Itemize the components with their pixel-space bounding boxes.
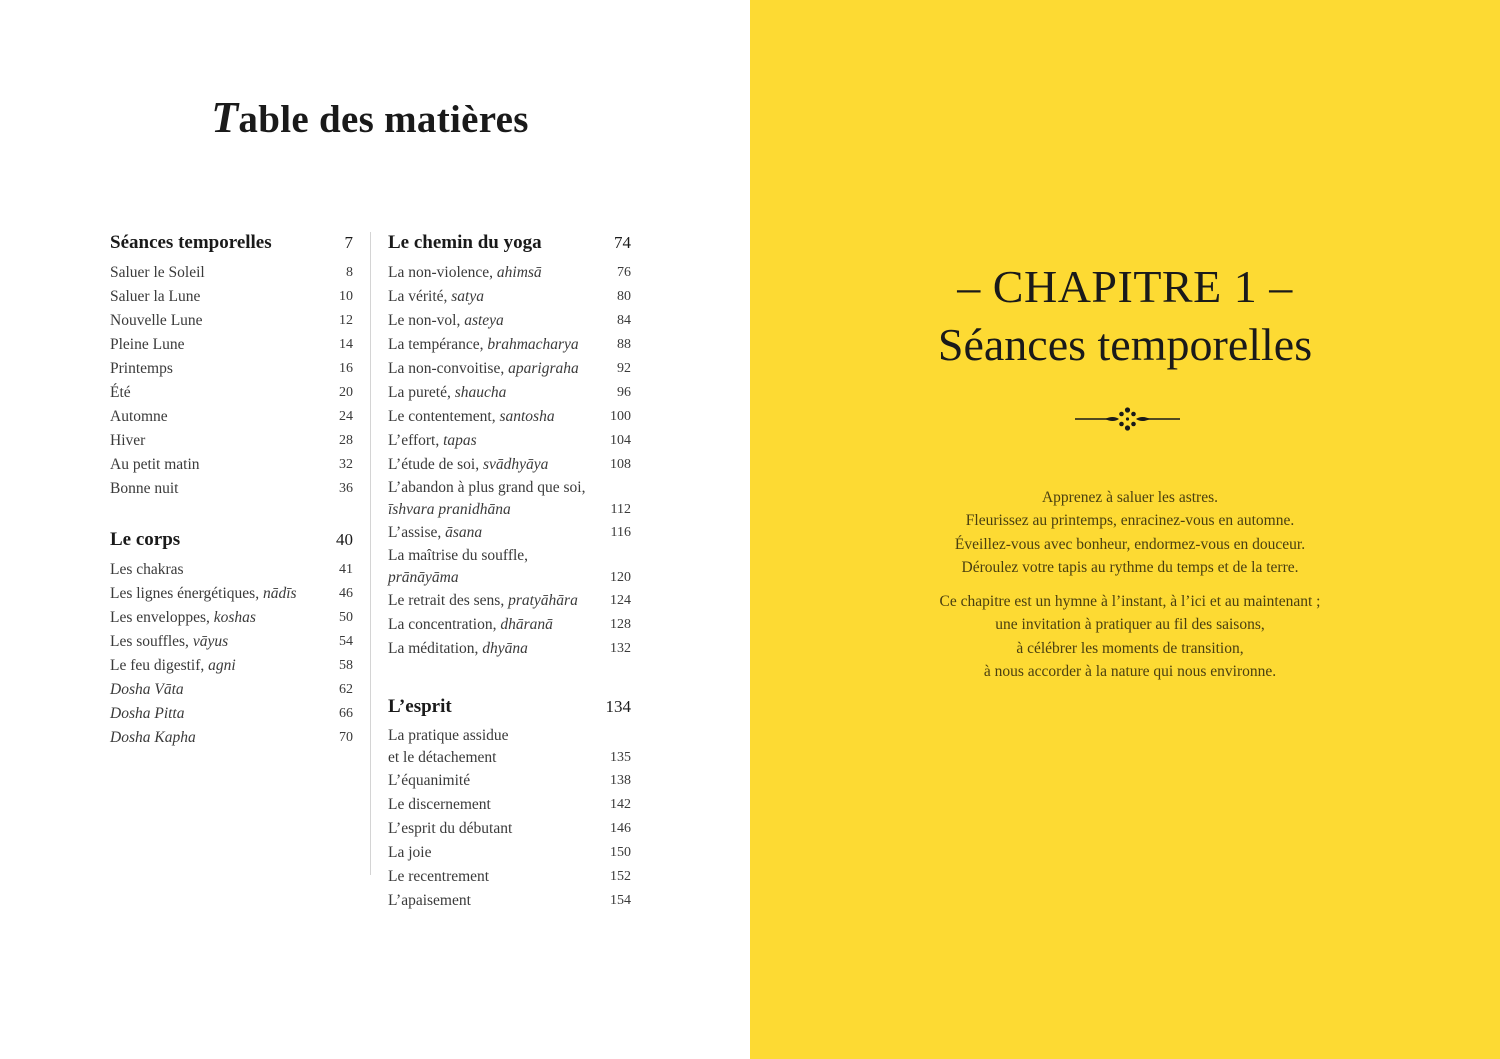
- entry-page-number: 112: [610, 502, 631, 517]
- intro-line: Éveillez-vous avec bonheur, endormez-vous en douceur.: [954, 535, 1306, 553]
- toc-entry: [388, 841, 631, 865]
- entry-page-number: 92: [617, 361, 631, 376]
- toc-column-left: [110, 228, 353, 750]
- chapter-label: – CHAPITRE 1 –: [957, 261, 1293, 312]
- toc-entry: [110, 357, 353, 381]
- entry-page-number: 132: [610, 641, 631, 656]
- entry-label: [388, 793, 491, 817]
- section-spacer: [388, 661, 631, 692]
- entry-label: [388, 889, 471, 913]
- section-spacer: [110, 501, 353, 525]
- entry-sanskrit-term: āsana: [445, 524, 483, 541]
- entry-text: La méditation,: [388, 640, 483, 657]
- toc-entry: [388, 889, 631, 913]
- entry-text: Le discernement: [388, 796, 491, 813]
- toc-entry: [388, 405, 631, 429]
- column-divider: [370, 232, 371, 875]
- intro-line: une invitation à pratiquer au fil des saisons,: [995, 616, 1265, 634]
- entry-page-number: 36: [339, 481, 353, 496]
- entry-sanskrit-term: īshvara pranidhāna: [388, 501, 511, 518]
- entry-label: [388, 589, 578, 613]
- toc-section: [110, 228, 353, 501]
- toc-entry: [110, 582, 353, 606]
- entry-label: [388, 817, 512, 841]
- entry-label: [110, 702, 185, 726]
- entry-text: Hiver: [110, 432, 146, 449]
- toc-title-rest: able des matières: [238, 98, 529, 141]
- toc-section: [388, 228, 631, 661]
- toc-entry: [110, 558, 353, 582]
- intro-paragraph-2: [750, 590, 1500, 683]
- entry-sanskrit-term: agni: [208, 657, 236, 674]
- entry-label: [110, 333, 184, 357]
- toc-column-right: [388, 228, 631, 913]
- entry-page-number: 146: [610, 821, 631, 836]
- entry-page-number: 8: [346, 265, 353, 280]
- entry-page-number: 12: [339, 313, 353, 328]
- toc-entry: [388, 865, 631, 889]
- entry-text: Nouvelle Lune: [110, 312, 203, 329]
- entry-label: [110, 582, 297, 606]
- entry-page-number: 14: [339, 337, 353, 352]
- entry-label: [110, 309, 203, 333]
- entry-page-number: 104: [610, 433, 631, 448]
- entry-sanskrit-term: svādhyāya: [483, 456, 549, 473]
- entry-text: La tempérance,: [388, 336, 488, 353]
- entry-text: La vérité,: [388, 288, 452, 305]
- entry-page-number: 100: [610, 409, 631, 424]
- toc-entry: [110, 630, 353, 654]
- entry-label: [110, 558, 184, 582]
- entry-label: [110, 381, 131, 405]
- entry-label: [388, 357, 579, 381]
- section-title: Le corps: [110, 529, 181, 550]
- toc-entry: [388, 309, 631, 333]
- entry-sanskrit-term: brahmacharya: [487, 336, 579, 353]
- entry-page-number: 50: [339, 610, 353, 625]
- entry-text: Pleine Lune: [110, 336, 185, 353]
- entry-page-number: 58: [339, 658, 353, 673]
- toc-entry: [388, 381, 631, 405]
- toc-entry: [388, 613, 631, 637]
- entry-page-number: 88: [617, 337, 631, 352]
- entry-page-number: 66: [339, 706, 353, 721]
- toc-entry: [388, 453, 631, 477]
- toc-title: [0, 92, 740, 143]
- entry-text: Bonne nuit: [110, 480, 179, 497]
- toc-entry: [388, 793, 631, 817]
- toc-section: [110, 525, 353, 750]
- entry-page-number: 46: [339, 586, 353, 601]
- entry-label: [388, 637, 528, 661]
- intro-line: Fleurissez au printemps, enracinez-vous en automne.: [965, 512, 1295, 530]
- toc-entry: [110, 606, 353, 630]
- intro-line: Apprenez à saluer les astres.: [1041, 489, 1219, 506]
- entry-label: [110, 429, 145, 453]
- entry-label: [110, 678, 184, 702]
- toc-entry: [388, 477, 631, 521]
- entry-page-number: 70: [339, 730, 353, 745]
- entry-label: [388, 309, 504, 333]
- entry-sanskrit-term: koshas: [213, 609, 256, 626]
- toc-entry: [110, 429, 353, 453]
- entry-sanskrit-term: asteya: [464, 312, 504, 329]
- entry-text: Saluer le Soleil: [110, 264, 205, 281]
- entry-label: [388, 381, 506, 405]
- toc-entry: [110, 678, 353, 702]
- entry-page-number: 116: [610, 525, 631, 540]
- entry-sanskrit-term: santosha: [499, 408, 555, 425]
- entry-text: L’équanimité: [388, 772, 471, 789]
- toc-entry: [110, 702, 353, 726]
- entry-text: Les chakras: [110, 561, 184, 578]
- entry-sanskrit-term: dhyāna: [482, 640, 528, 657]
- entry-sanskrit-term: aparigraha: [508, 360, 579, 377]
- toc-entry: [110, 261, 353, 285]
- entry-sanskrit-term: Dosha Pitta: [110, 705, 185, 722]
- entry-page-number: 135: [610, 750, 631, 765]
- entry-page-number: 152: [610, 869, 631, 884]
- toc-entry: [388, 769, 631, 793]
- entry-sanskrit-term: prānāyāma: [388, 569, 459, 586]
- entry-sanskrit-term: tapas: [443, 432, 477, 449]
- entry-page-number: 138: [610, 773, 631, 788]
- entry-label: [110, 453, 200, 477]
- entry-text: La joie: [388, 844, 432, 861]
- entry-label: [110, 630, 228, 654]
- entry-label: [388, 521, 482, 545]
- entry-label: [110, 726, 196, 750]
- entry-text: L’assise,: [388, 524, 446, 541]
- entry-page-number: 54: [339, 634, 353, 649]
- toc-entry: [388, 357, 631, 381]
- intro-line: à nous accorder à la nature qui nous environne.: [983, 663, 1277, 681]
- entry-label: [388, 725, 509, 769]
- chapter-title: Séances temporelles: [937, 319, 1313, 370]
- entry-text: Les souffles,: [110, 633, 193, 650]
- entry-sanskrit-term: satya: [451, 288, 484, 305]
- entry-text: La concentration,: [388, 616, 501, 633]
- entry-label: [388, 477, 585, 521]
- entry-text: Le non-vol,: [388, 312, 465, 329]
- toc-entry: [388, 725, 631, 769]
- section-heading: [388, 692, 631, 722]
- toc-entry: [388, 545, 631, 589]
- entry-sanskrit-term: ahimsā: [496, 264, 542, 281]
- toc-entry: [388, 285, 631, 309]
- entry-label: [388, 261, 542, 285]
- fleuron-divider-icon: [1075, 405, 1180, 433]
- entry-text: La pureté,: [388, 384, 455, 401]
- entry-page-number: 120: [610, 570, 631, 585]
- toc-entry: [110, 477, 353, 501]
- entry-text: La pratique assidue: [388, 727, 509, 744]
- entry-text: La non-violence,: [388, 264, 497, 281]
- entry-page-number: 16: [339, 361, 353, 376]
- entry-page-number: 96: [617, 385, 631, 400]
- entry-text: Le contentement,: [388, 408, 500, 425]
- entry-sanskrit-term: Dosha Vāta: [110, 681, 184, 698]
- section-page-number: 134: [605, 697, 631, 716]
- toc-entry: [110, 405, 353, 429]
- entry-label: [110, 606, 256, 630]
- entry-label: [388, 865, 489, 889]
- entry-text: L’étude de soi,: [388, 456, 483, 473]
- toc-entry: [110, 726, 353, 750]
- toc-entry: [110, 381, 353, 405]
- toc-entry: [110, 654, 353, 678]
- intro-line: Ce chapitre est un hymne à l’instant, à l’ici et au maintenant ;: [939, 593, 1321, 611]
- entry-text-line2: et le détachement: [388, 749, 497, 766]
- right-page-chapter-opener: [750, 0, 1500, 1059]
- entry-text: Les enveloppes,: [110, 609, 214, 626]
- entry-page-number: 32: [339, 457, 353, 472]
- toc-section: [388, 692, 631, 913]
- intro-paragraph-1: [750, 486, 1500, 579]
- entry-page-number: 108: [610, 457, 631, 472]
- section-heading: [110, 228, 353, 258]
- intro-line: Déroulez votre tapis au rythme du temps et de la terre.: [961, 558, 1299, 576]
- entry-page-number: 76: [617, 265, 631, 280]
- entry-page-number: 150: [610, 845, 631, 860]
- section-title: L’esprit: [388, 696, 452, 717]
- entry-text: Automne: [110, 408, 168, 425]
- entry-text: La maîtrise du souffle,: [388, 547, 529, 564]
- entry-text: Le feu digestif,: [110, 657, 209, 674]
- entry-text: Au petit matin: [110, 456, 200, 473]
- entry-label: [110, 477, 178, 501]
- entry-sanskrit-term: shaucha: [454, 384, 507, 401]
- section-title: Séances temporelles: [110, 232, 272, 253]
- toc-entry: [388, 333, 631, 357]
- entry-label: [110, 405, 168, 429]
- entry-sanskrit-term: dhāranā: [500, 616, 553, 633]
- toc-entry: [388, 261, 631, 285]
- entry-text: Saluer la Lune: [110, 288, 201, 305]
- entry-page-number: 142: [610, 797, 631, 812]
- entry-sanskrit-term: nādīs: [262, 585, 297, 602]
- toc-entry: [388, 429, 631, 453]
- entry-label: [110, 357, 173, 381]
- toc-entry: [388, 637, 631, 661]
- section-page-number: 40: [336, 530, 353, 549]
- entry-page-number: 10: [339, 289, 353, 304]
- toc-entry: [110, 453, 353, 477]
- toc-entry: [388, 817, 631, 841]
- entry-text: La non-convoitise,: [388, 360, 509, 377]
- entry-page-number: 128: [610, 617, 631, 632]
- entry-text: Été: [110, 384, 131, 401]
- entry-label: [388, 545, 528, 589]
- entry-page-number: 28: [339, 433, 353, 448]
- entry-page-number: 80: [617, 289, 631, 304]
- section-title: Le chemin du yoga: [388, 232, 542, 253]
- entry-label: [388, 333, 579, 357]
- intro-line: à célébrer les moments de transition,: [1016, 639, 1244, 657]
- entry-text: L’abandon à plus grand que soi,: [388, 479, 586, 496]
- entry-label: [388, 613, 553, 637]
- entry-label: [388, 285, 484, 309]
- entry-label: [110, 654, 236, 678]
- entry-text: Le retrait des sens,: [388, 592, 509, 609]
- entry-page-number: 41: [339, 562, 353, 577]
- section-page-number: 74: [614, 233, 631, 252]
- entry-page-number: 124: [610, 593, 631, 608]
- entry-page-number: 20: [339, 385, 353, 400]
- section-page-number: 7: [344, 233, 353, 252]
- chapter-intro: [750, 486, 1500, 694]
- toc-title-initial: T: [211, 93, 239, 142]
- entry-text: Les lignes énergétiques,: [110, 585, 263, 602]
- toc-entry: [110, 309, 353, 333]
- entry-sanskrit-term: Dosha Kapha: [110, 729, 196, 746]
- entry-page-number: 62: [339, 682, 353, 697]
- entry-page-number: 84: [617, 313, 631, 328]
- entry-label: [110, 285, 200, 309]
- section-heading: [388, 228, 631, 258]
- entry-page-number: 24: [339, 409, 353, 424]
- entry-label: [110, 261, 205, 285]
- entry-label: [388, 405, 555, 429]
- entry-page-number: 154: [610, 893, 631, 908]
- entry-label: [388, 429, 477, 453]
- entry-sanskrit-term: vāyus: [192, 633, 229, 650]
- entry-text: L’apaisement: [388, 892, 471, 909]
- section-heading: [110, 525, 353, 555]
- entry-text: Printemps: [110, 360, 173, 377]
- toc-entry: [388, 589, 631, 613]
- toc-entry: [388, 521, 631, 545]
- entry-label: [388, 453, 548, 477]
- entry-text: Le recentrement: [388, 868, 490, 885]
- entry-sanskrit-term: pratyāhāra: [508, 592, 578, 609]
- entry-text: L’esprit du débutant: [388, 820, 513, 837]
- entry-label: [388, 841, 431, 865]
- entry-label: [388, 769, 470, 793]
- entry-text: L’effort,: [388, 432, 444, 449]
- toc-entry: [110, 285, 353, 309]
- toc-entry: [110, 333, 353, 357]
